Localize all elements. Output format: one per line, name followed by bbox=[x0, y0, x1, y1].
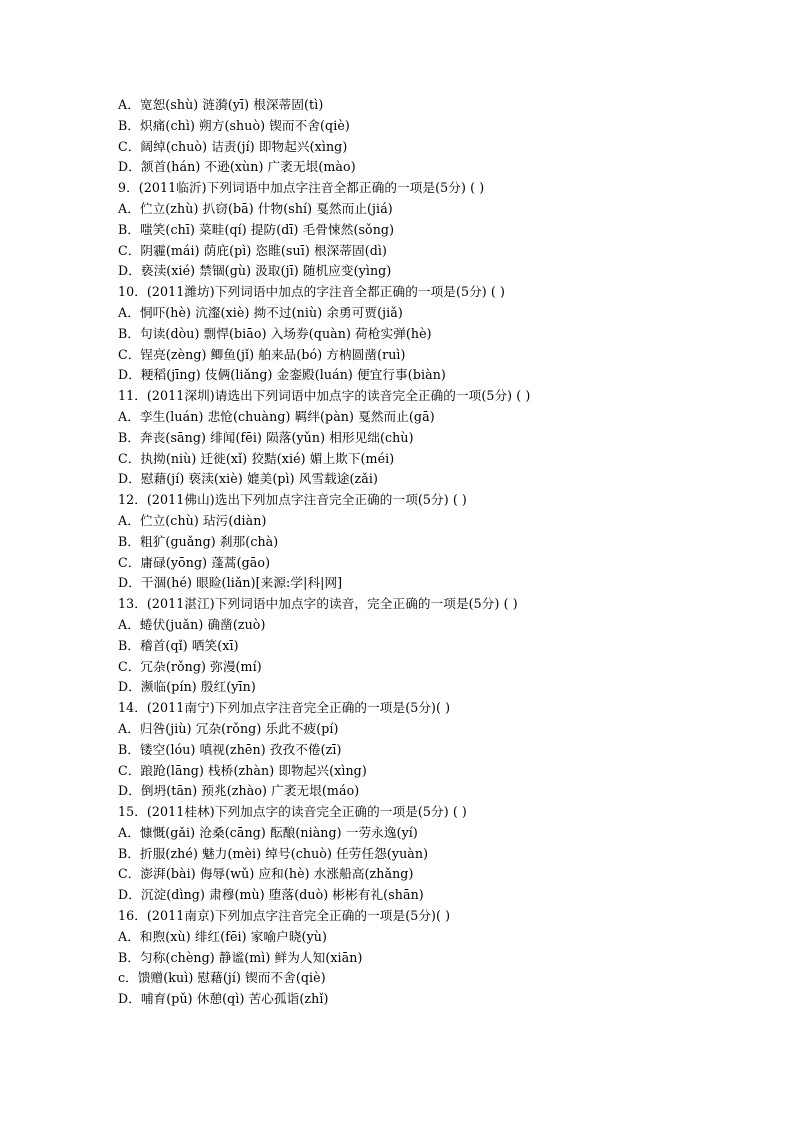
text-line: C．锃亮(zèng) 鲫鱼(jǐ) 舶来品(bó) 方枘圆凿(ruì) bbox=[118, 346, 406, 362]
text-line: A．伫立(zhù) 扒窃(bā) 什物(shí) 戛然而止(jiá) bbox=[118, 200, 393, 216]
text-line: C．执拗(niù) 迁徙(xǐ) 狡黠(xié) 媚上欺下(méi) bbox=[118, 450, 395, 466]
text-line: c．馈赠(kuì) 慰藉(jí) 锲而不舍(qiè) bbox=[118, 970, 326, 986]
text-line: B．折服(zhé) 魅力(mèi) 绰号(chuò) 任劳任怨(yuàn) bbox=[118, 845, 429, 861]
text-line: B．粗犷(guǎng) 刹那(chà) bbox=[118, 533, 279, 549]
text-line: C．澎湃(bài) 侮辱(wǔ) 应和(hè) 水涨船高(zhǎng) bbox=[118, 866, 414, 882]
text-line: B．匀称(chèng) 静谧(mì) 鲜为人知(xiān) bbox=[118, 949, 363, 965]
text-line: D．倒坍(tān) 预兆(zhào) 广袤无垠(máo) bbox=[118, 783, 360, 799]
text-line: D．沉淀(dìng) 肃穆(mù) 堕落(duò) 彬彬有礼(shān) bbox=[118, 887, 424, 903]
text-line: B．嗤笑(chī) 菜畦(qí) 提防(dī) 毛骨悚然(sǒng) bbox=[118, 221, 395, 237]
text-line: A．和煦(xù) 绯红(fēi) 家喻户晓(yù) bbox=[118, 928, 328, 944]
text-line: 14．(2011南宁)下列加点字注音完全正确的一项是(5分)( ) bbox=[118, 700, 451, 716]
text-line: A．慷慨(gǎi) 沧桑(cāng) 酝酿(niàng) 一劳永逸(yí) bbox=[118, 824, 418, 840]
text-line: C．庸碌(yōng) 蓬蒿(gāo) bbox=[118, 554, 271, 570]
text-line: A．归咎(jiù) 冗杂(rǒng) 乐此不疲(pí) bbox=[118, 720, 339, 736]
text-line: C．阔绰(chuò) 诘责(jí) 即物起兴(xìng) bbox=[118, 138, 348, 154]
text-line: B．稽首(qǐ) 哂笑(xī) bbox=[118, 637, 239, 653]
text-line: D．濒临(pín) 殷红(yīn) bbox=[118, 679, 256, 695]
document-body bbox=[118, 95, 758, 1010]
text-line: D．哺育(pǔ) 休憩(qì) 苦心孤诣(zhǐ) bbox=[118, 991, 329, 1007]
text-line: 13．(2011湛江)下列词语中加点字的读音，完全正确的一项是(5分) ( ) bbox=[118, 596, 518, 612]
text-line: D．亵渎(xié) 禁锢(gù) 汲取(jī) 随机应变(yìng) bbox=[118, 263, 392, 279]
text-line: B．奔丧(sāng) 绯闻(fēi) 陨落(yǔn) 相形见绌(chù) bbox=[118, 429, 414, 445]
text-line: D．颔首(hán) 不逊(xùn) 广袤无垠(mào) bbox=[118, 159, 356, 175]
text-line: D．干涸(hé) 眼睑(liǎn)[来源:学|科|网] bbox=[118, 575, 343, 591]
text-line: A．宽恕(shù) 涟漪(yī) 根深蒂固(tì) bbox=[118, 97, 324, 112]
text-line: A．伫立(chù) 玷污(diàn) bbox=[118, 512, 267, 528]
text-line: A．蜷伏(juǎn) 确凿(zuò) bbox=[118, 616, 266, 632]
text-line: C．踉跄(lāng) 栈桥(zhàn) 即物起兴(xìng) bbox=[118, 762, 367, 778]
text-line: 15．(2011桂林)下列加点字的读音完全正确的一项是(5分) ( ) bbox=[118, 804, 467, 820]
text-line: B．镂空(lóu) 嗔视(zhēn) 孜孜不倦(zī) bbox=[118, 741, 342, 757]
text-line: B．炽痛(chì) 朔方(shuò) 锲而不舍(qiè) bbox=[118, 117, 350, 133]
text-line: 12．(2011佛山)选出下列加点字注音完全正确的一项(5分) ( ) bbox=[118, 492, 467, 508]
text-line: 16．(2011南京)下列加点字注音完全正确的一项是(5分)( ) bbox=[118, 908, 451, 924]
text-line: D．粳稻(jīng) 伎俩(liǎng) 金銮殿(luán) 便宜行事(biàn) bbox=[118, 367, 446, 383]
text-line: A．孪生(luán) 悲怆(chuàng) 羁绊(pàn) 戛然而止(gā) bbox=[118, 408, 435, 424]
text-line: A．恫吓(hè) 沆瀣(xiè) 拗不过(niù) 余勇可贾(jiǎ) bbox=[118, 304, 403, 320]
text-line: C．阴霾(mái) 荫庇(pì) 恣睢(suī) 根深蒂固(dì) bbox=[118, 242, 388, 258]
text-line: B．句读(dòu) 剽悍(biāo) 入场券(quàn) 荷枪实弹(hè) bbox=[118, 325, 432, 341]
text-line: 9．(2011临沂)下列词语中加点字注音全都正确的一项是(5分) ( ) bbox=[118, 180, 485, 196]
text-line: C．冗杂(rǒng) 弥漫(mí) bbox=[118, 658, 262, 674]
text-line: 10．(2011潍坊)下列词语中加点的字注音全都正确的一项是(5分) ( ) bbox=[118, 284, 506, 300]
text-line: D．慰藉(jí) 亵渎(xiè) 媲美(pì) 风雪载途(zǎi) bbox=[118, 471, 379, 487]
text-line: 11．(2011深圳)请选出下列词语中加点字的读音完全正确的一项(5分) ( ) bbox=[118, 388, 531, 404]
